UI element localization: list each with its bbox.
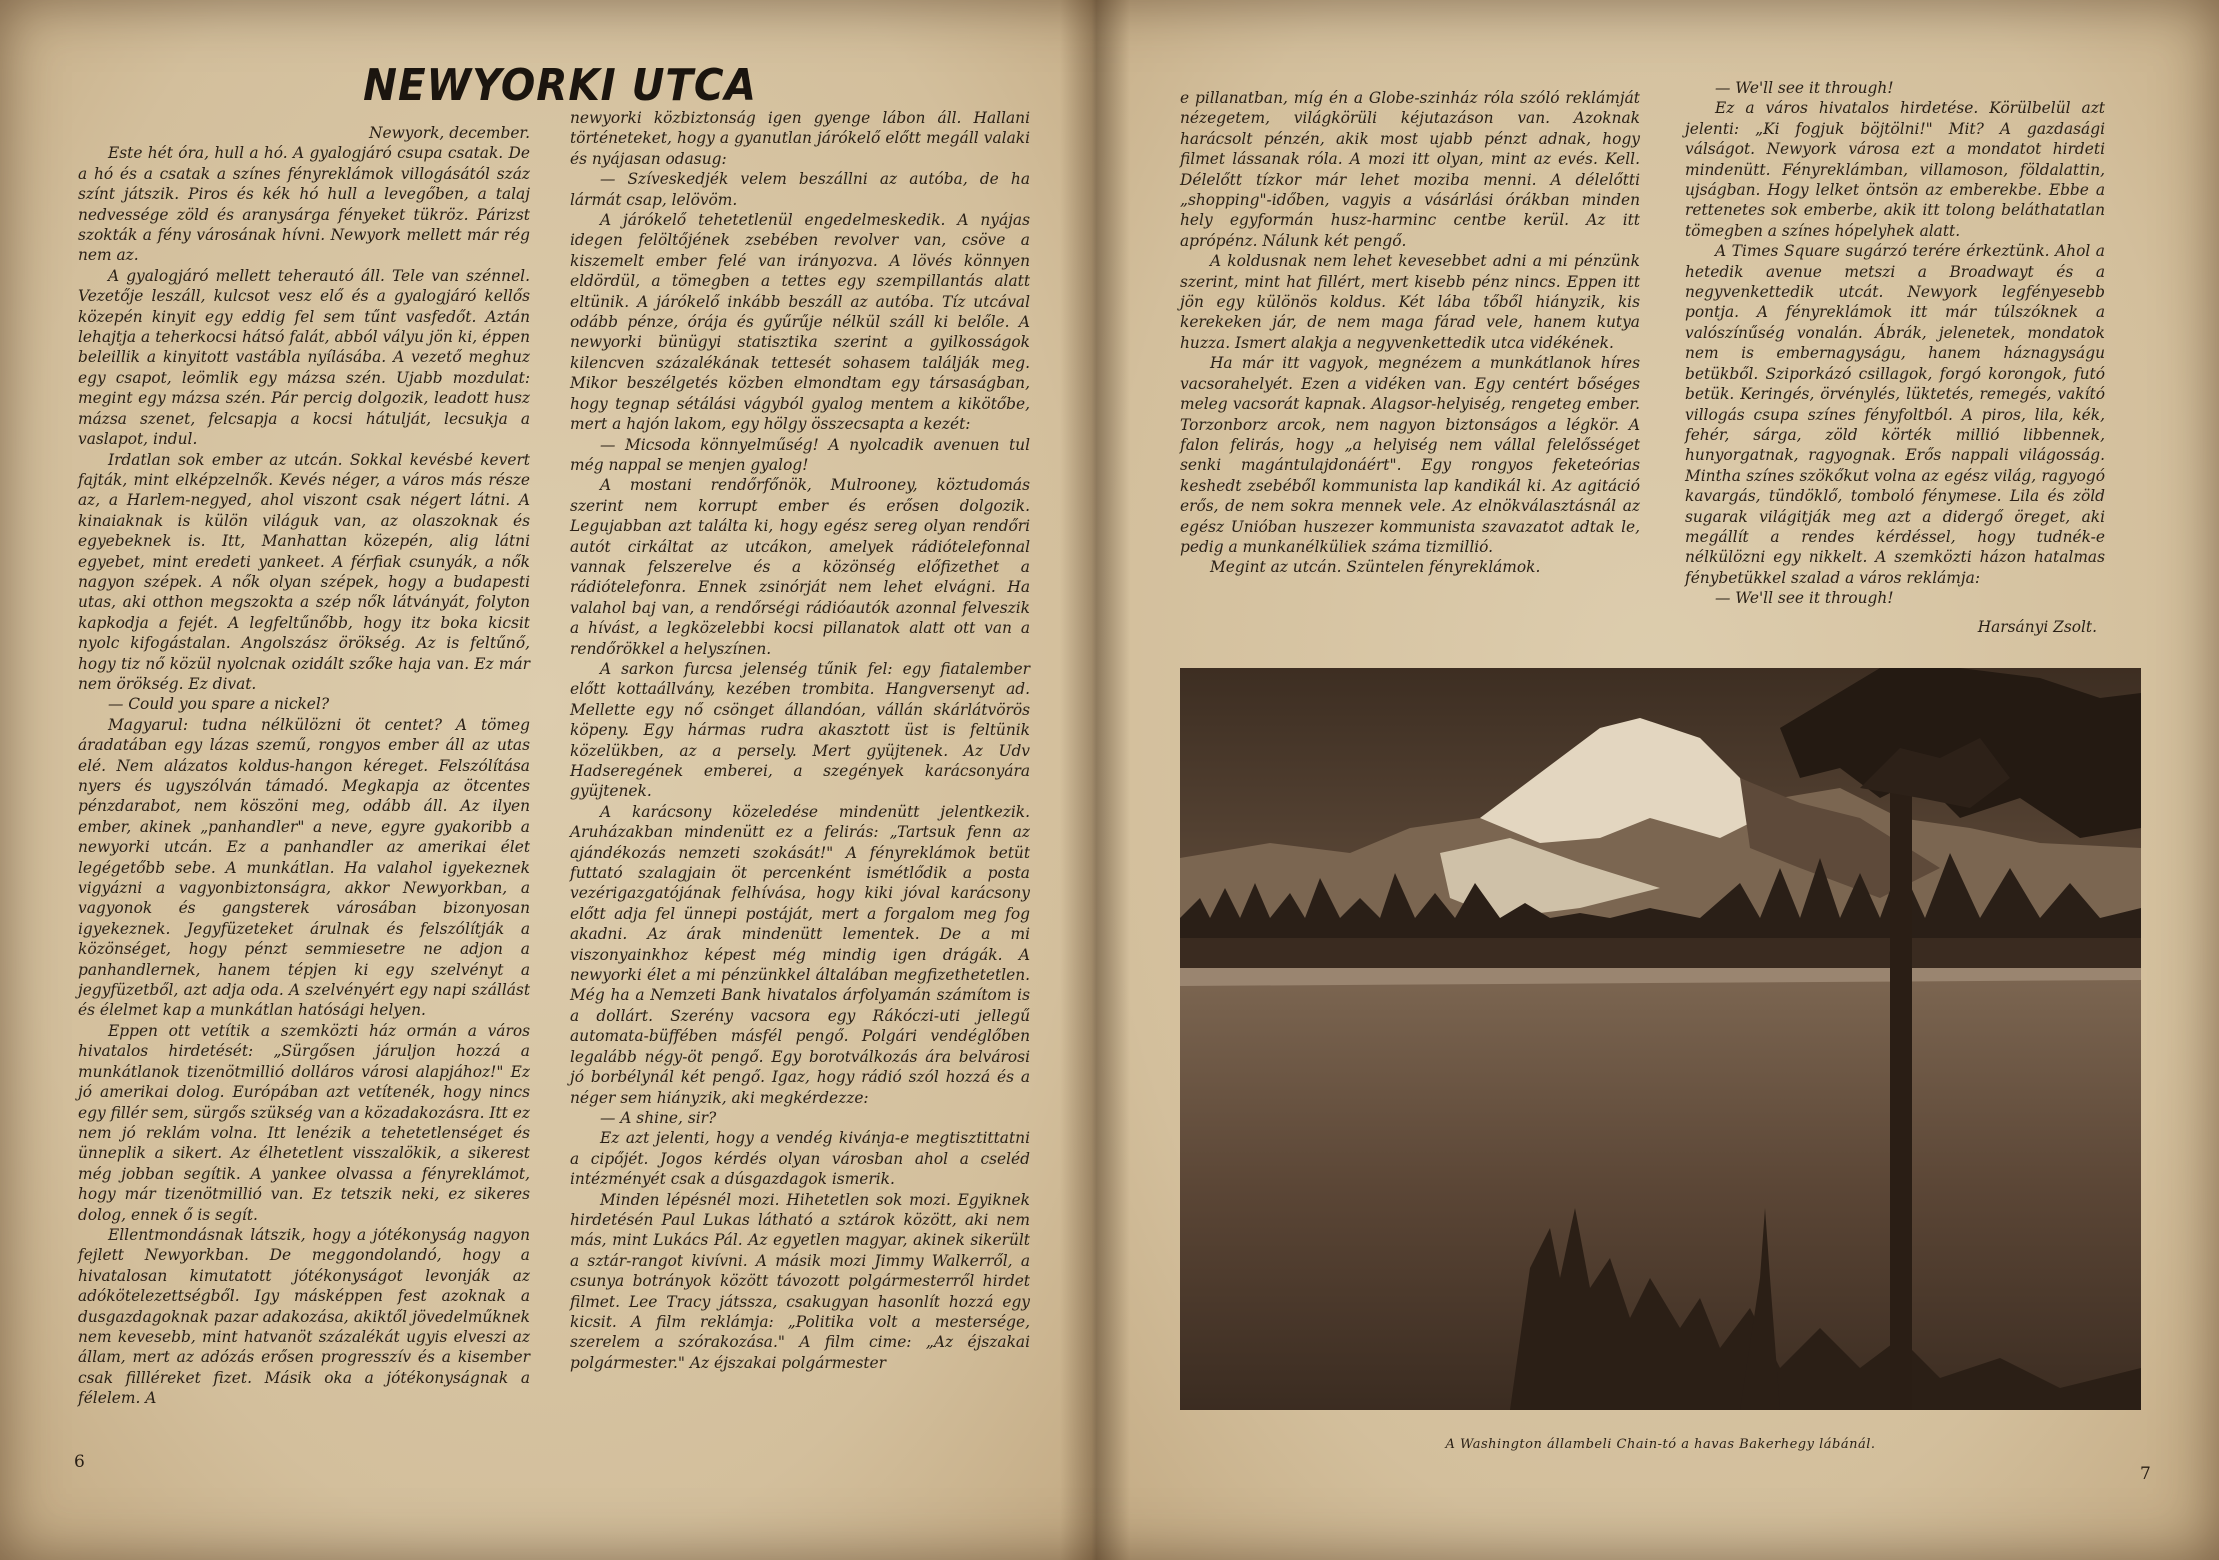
text-column-1 [78,123,530,1443]
paragraph: Irdatlan sok ember az utcán. Sokkal kevésbé kevert fajták, mint elképzelnők. Kevés néger, a város más része az, a Harlem-negyed, ahol viszont csak négert látni. A kinaiaknak is külön világuk van, az olaszoknak és egyebeknek is. Itt, Manhattan közepén, alig látni egyebet, mint eredeti yankeet. A férfiak csunyák, a nők nagyon szépek. A nők olyan szépek, hogy a budapesti utas, aki otthon megszokta a szép nők látványát, folyton kapkodja a fejét. A legfeltűnőbb, hogy itz boka kicsit nyolc kifogástalan. Angolszász örökség. Az is feltűnő, hogy tiz nő közül nyolcnak ozidált szőke haja van. Ez már nem örökség. Ez divat. [78,450,530,693]
paragraph: Ha már itt vagyok, megnézem a munkátlanok híres vacsorahelyét. Ezen a vidéken van. Egy centért bőséges meleg vacsorát kapnak. Alagsor-helyiség, rengeteg ember. Torzonborz arcok, nem nagyon biztonságos a légkör. A falon felirás, hogy „a helyiség nem vállal felelősséget senki magántulajdonáért". Egy rongyos feketeórias keshedt zsebéből kommunista lap kandikál ki. Az agitáció erős, de nem sokra mennek vele. Az elnökválasztásnál az egész Unióban huszezer kommunista szavazatot adtak le, pedig a munkanélküliek száma tizmillió. [1180,354,1640,556]
article-title: NEWYORKI UTCA [363,60,757,111]
text-column-3 [1180,88,1640,648]
photo-illustration [1180,668,2141,1410]
paragraph: Ellentmondásnak látszik, hogy a jótékonyság nagyon fejlett Newyorkban. De meggondolandó, hogy a hivatalosan kimutatott jótékonyságot levonják az adókötelezettségből. Igy másképpen fest azoknak a dusgazdagoknak pazar adakozása, akiktől jövedelműknek nem kevesebb, mint hatvanöt százalékát ugyis elveszi az állam, mert az adózás erősen progresszív és a kisember csak fillléreket fizet. Másik oka a jótékonyságnak a félelem. A [78,1225,530,1408]
paragraph: A járókelő tehetetlenül engedelmeskedik. A nyájas idegen felöltőjének zsebében revolver van, csöve a kiszemelt ember felé van irányozva. A lövés könnyen eldördül, a tömegben a tettes egy szempillantás alatt eltünik. A járókelő inkább beszáll az autóba. Tíz utcával odább pénze, órája és gyűrűje nélkül száll ki belőle. A newyorki bünügyi statisztika szerint a gyilkosságok kilencven százalékának tettesét sohasem találják meg. Mikor beszélgetés közben elmondtam egy társaságban, hogy tegnap sétálási vágyból gyalog mentem a kikötőbe, mert a hajón lakom, egy hölgy összecsapta a kezét: [570,211,1030,434]
paragraph: e pillanatban, míg én a Globe-szinház róla szóló reklámját nézegetem, világkörüli kéjutazáson van. Azoknak harácsolt pénzén, akik most ujabb pénzt adnak, hogy filmet lássanak róla. A mozi itt olyan, mint az evés. Kell. Délelőtt tízkor már lehet moziba menni. A délelőtti „shopping"-időben, vagyis a vásárlási órákban minden hely egyformán husz-harminc centbe kerül. Az itt aprópénz. Nálunk két pengő. [1180,89,1640,250]
paragraph: — We'll see it through! [1715,589,1894,608]
paragraph: A gyalogjáró mellett teherautó áll. Tele van szénnel. Vezetője leszáll, kulcsot vesz elő és a gyalogjáró kellős közepén kinyit egy eddig fel sem tűnt vasfedőt. Aztán lehajtja a teherkocsi hátsó falát, abból vályu jön ki, éppen beleillik a kinyitott vastábla nyílásába. A vezető meghuz egy csapot, leömlik egy mázsa szén. Ujabb mozdulat: megint egy mázsa szén. Pár percig dolgozik, leadott husz mázsa szenet, felcsapja a kocsi hátulját, lecsukja a vaslapot, indul. [78,266,530,449]
paragraph: Este hét óra, hull a hó. A gyalogjáró csupa csatak. De a hó és a csatak a színes fényreklámok villogásától száz színt játszik. Piros és kék hó hull a levegőben, a talaj nedvessége zöld és aranysárga fényeket tükröz. Párizst szokták a fény városának hívni. Newyork mellett már rég nem az. [78,144,530,265]
paragraph: newyorki közbiztonság igen gyenge lábon áll. Hallani történeteket, hogy a gyanutlan járókelő előtt megáll valaki és nyájasan odasug: [570,109,1030,168]
paragraph: Eppen ott vetítik a szemközti ház ormán a város hivatalos hirdetését: „Sürgősen járuljon hozzá a munkátlanok tizenötmillió dolláros városi alapjához!" Ez jó amerikai dolog. Európában azt vetítenék, hogy nincs egy fillér sem, sürgős szükség van a közadakozásra. Itt ez nem jó reklám volna. Itt lenézik a tehetetlenséget és ünneplik a sikert. Az élhetetlent visszalökik, a sikerest még jobban segítik. A yankee olvassa a fényreklámot, hogy már tizenötmillió van. Ez tetszik neki, ez sikeres dolog, ennek ő is segít. [78,1021,530,1224]
paragraph: A mostani rendőrfőnök, Mulrooney, köztudomás szerint nem korrupt ember és erősen dolgozik. Legujabban azt találta ki, hogy egész sereg olyan rendőri autót cirkáltat az utcákon, amelyek rádiótelefonnal vannak felszerelve és a közönség előfizethet a rádiótelefonra. Ennek zsinórját nem lehet elvágni. Ha valahol baj van, a rendőrségi rádióautók azonnal felveszik a hívást, a legközelebbi kocsi pillanatok alatt ott van a rendőrökkel a helyszínen. [570,476,1030,658]
dateline: Newyork, december. [369,124,530,142]
paragraph: A sarkon furcsa jelenség tűnik fel: egy fiatalember előtt kottaállvány, kezében trombita. Hangversenyt ad. Mellette egy nő csönget állandóan, vállán skárlátvörös köpeny. Egy hármas rudra akasztott üst is feltünik közelükben, az a persely. Mert gyüjtenek. Az Udv Hadseregének emberei, a szegények karácsonyára gyüjtenek. [570,659,1030,801]
author-signature: Harsányi Zsolt. [1977,617,2097,636]
paragraph: Minden lépésnél mozi. Hihetetlen sok mozi. Egyiknek hirdetésén Paul Lukas látható a sztárok között, aki nem más, mint Lukács Pál. Az egyetlen magyar, akinek sikerült a sztár-rangot kivívni. A másik mozi Jimmy Walkerről, a csunya botrányok között távozott polgármesterről hirdet filmet. Lee Tracy játssza, csakugyan hasonlít hozzá egy kicsit. A film reklámja: „Politika volt a mestersége, szerelem a szórakozása." A film cime: „Az éjszakai polgármester." Az éjszakai polgármester [570,1190,1030,1372]
paragraph: Ez a város hivatalos hirdetése. Körülbelül azt jelenti: „Ki fogjuk böjtölni!" Mit? A gazdasági válságot. Newyork városa ezt a mondatot hirdeti mindenütt. Fényreklámban, villamoson, földalattin, ujságban. Hogy lelket öntsön az emberekbe. Ebbe a rettenetes sok emberbe, akik itt tolong beláthatatlan tömegben a színes hópelyhek alatt. [1685,99,2105,240]
paragraph: Ez azt jelenti, hogy a vendég kivánja-e megtisztittatni a cipőjét. Jogos kérdés olyan városban ahol a cseléd intézményét csak a dúsgazdagok ismerik. [570,1129,1030,1189]
page-number-right: 7 [2140,1464,2151,1484]
paragraph: Magyarul: tudna nélkülözni öt centet? A tömeg áradatában egy lázas szemű, rongyos ember áll az utas elé. Nem alázatos koldus-hangon kéreget. Felszólítása nyers és ugyszólván támadó. Megkapja az ötcentes pénzdarabot, nem köszöni meg, odább áll. Az ilyen ember, akinek „panhandler" a neve, egyre gyakoribb a newyorki utcán. Ez a panhandler az amerikai élet legégetőbb sebe. A munkátlan. Ha valahol igyekeznek vigyázni a vagyonbiztonságra, akkor Newyorkban, a vagyonok és gangsterek városában bizonyosan igyekeznek. Jegyfüzeteket árulnak és felszólítják a közönséget, hogy pénzt semmiesetre ne adjon a panhandlernek, hanem tépjen ki egy szelvényt a jegyfüzetből, azt adja oda. A szelvényért egy napi szállást és élelmet kap a munkátlan hatósági helyen. [78,715,530,1020]
paragraph: — Szíveskedjék velem beszállni az autóba, de ha lármát csap, lelövöm. [570,170,1030,209]
photo-caption: A Washington állambeli Chain-tó a havas Bakerhegy lábánál. [1445,1437,1876,1452]
text-column-4 [1685,78,2105,638]
text-column-2 [570,108,1030,1453]
paragraph: — We'll see it through! [1715,79,1894,97]
mountain-lake-photo [1180,668,2141,1410]
paragraph: — A shine, sir? [600,1108,717,1127]
paragraph: A karácsony közeledése mindenütt jelentkezik. Aruházakban mindenütt ez a felirás: „Tartsuk fenn az ajándékozás nemzeti szokását!" A fényreklámok betüt futtató szalagjain öt percenként ismétlődik a posta vezérigazgatójának felhívása, hogy kiki jóval karácsony előtt adja fel ünnepi postáját, mert a forgalom meg fog akadni. Az árak mindenütt lementek. De a mi viszonyainkhoz képest még mindig igen drágák. A newyorki élet a mi pénzünkkel általában megfizethetetlen. Még ha a Nemzeti Bank hivatalos árfolyamán számítom is a dollárt. Szerény vacsora egy Rákóczi-uti jellegű automata-büffében másfél pengő. Polgári vendéglőben legalább négy-öt pengő. Egy borotválkozás ára belvárosi jó borbélynál két pengő. Igaz, hogy rádió szól hozzá és a néger sem hiányzik, aki megkérdezze: [570,802,1030,1107]
paragraph: A Times Square sugárzó terére érkeztünk. Ahol a hetedik avenue metszi a Broadwayt és a negyvenkettedik utcát. Newyork legfényesebb pontja. A fényreklámok itt már túlszóknek a valószínűség vonalán. Ábrák, jelenetek, mondatok nem is embernagyságu, hanem háznagyságu betükből. Sziporkázó csillagok, forgó korongok, futó betük. Keringés, örvénylés, lüktetés, remegés, vakító villogás csupa színes fényfoltból. A piros, lila, kék, fehér, sárga, zöld körték millió libbennek, hunyorgatnak, ragyognak. Erős nappali világosság. Mintha színes szökőkut volna az egész világ, ragyogó kavargás, tündöklő, tomboló fénymese. Lila és zöld sugarak világitják meg azt a didergő öreget, aki megállít a rendes kérdéssel, hogy tudnék-e nélkülözni egy nikkelt. A szemközti házon hatalmas fénybetükkel szalad a város reklámja: [1685,242,2105,587]
page-number-left: 6 [74,1452,85,1472]
paragraph: Megint az utcán. Szüntelen fényreklámok. [1210,558,1541,577]
paragraph: — Could you spare a nickel? [108,695,330,714]
paragraph: — Micsoda könnyelműség! A nyolcadik avenuen tul még nappal se menjen gyalog! [570,435,1030,474]
page-gutter [1060,0,1130,1560]
paragraph: A koldusnak nem lehet kevesebbet adni a mi pénzünk szerint, mint hat fillért, mert kisebb pénz nincs. Eppen itt jön egy különös koldus. Két lába tőből hiányzik, kis kerekeken jár, de nem maga fárad vele, hanem kutya huzza. Ismert alakja a negyvenkettedik utca vidékének. [1180,252,1640,352]
